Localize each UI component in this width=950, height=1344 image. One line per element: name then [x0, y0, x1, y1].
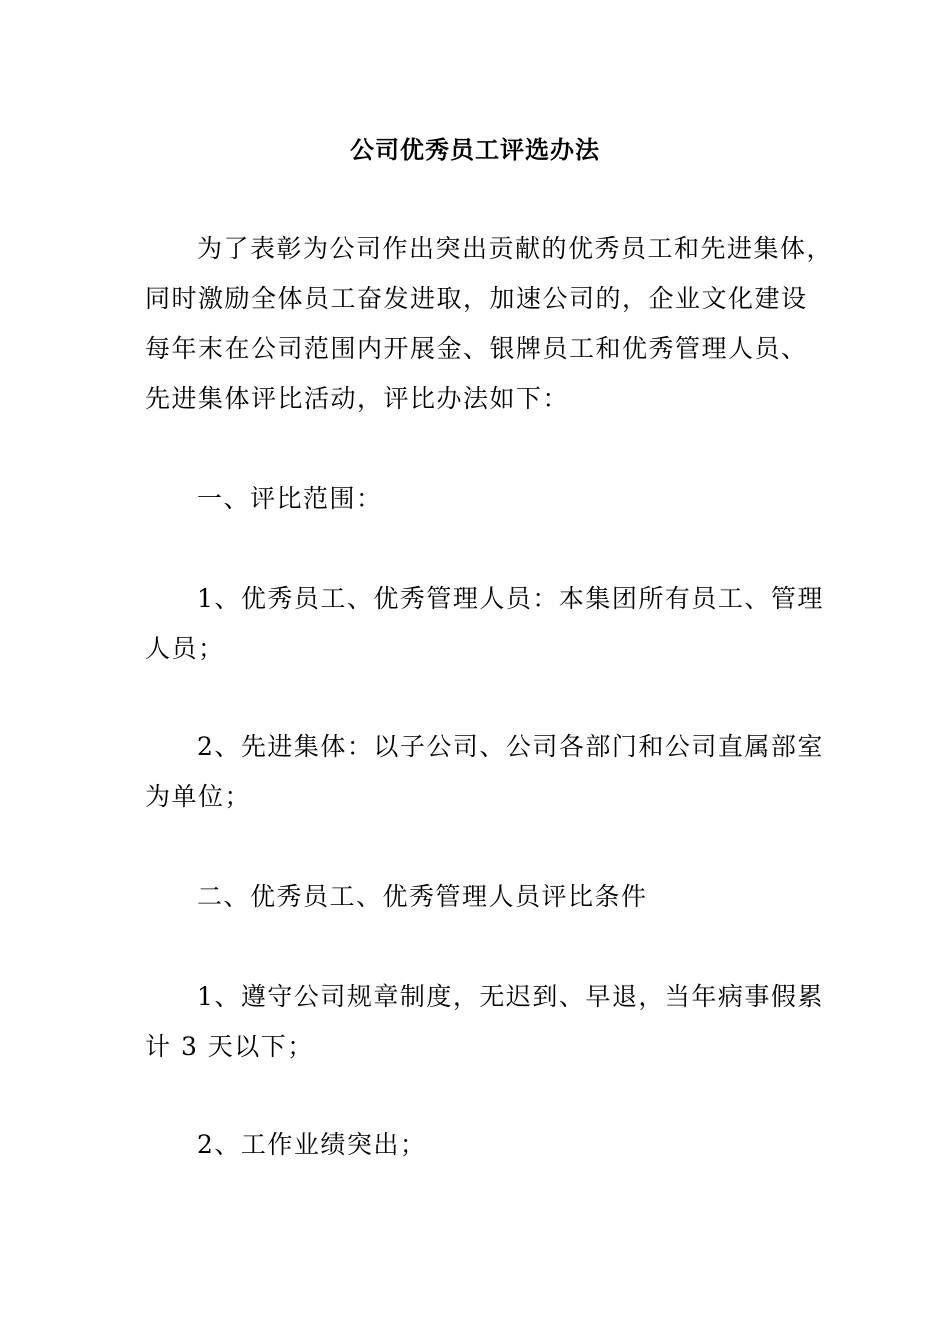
- section2-item1-line: 1、遵守公司规章制度，无迟到、早退，当年病事假累: [197, 982, 824, 1011]
- section2-item1: [145, 972, 824, 1072]
- section1-item1-line: 1、优秀员工、优秀管理人员：本集团所有员工、管理: [197, 584, 824, 613]
- section1-item2: [145, 722, 824, 822]
- intro-line: 为了表彰为公司作出突出贡献的优秀员工和先进集体，: [197, 234, 834, 263]
- section1-heading: 一、评比范围：: [197, 484, 383, 513]
- document-title: 公司优秀员工评选办法: [350, 135, 600, 164]
- section1-heading-paragraph: [145, 474, 815, 524]
- intro-line: 同时激励全体员工奋发进取，加速公司的，企业文化建设: [145, 284, 808, 313]
- intro-line: 先进集体评比活动，评比办法如下：: [145, 384, 570, 413]
- section2-heading: 二、优秀员工、优秀管理人员评比条件: [197, 882, 648, 911]
- intro-line: 每年末在公司范围内开展金、银牌员工和优秀管理人员、: [145, 334, 808, 363]
- section2-item2-line: 2、工作业绩突出；: [197, 1130, 427, 1159]
- section1-item1: [145, 574, 824, 674]
- section1-item2-line: 2、先进集体：以子公司、公司各部门和公司直属部室: [197, 732, 824, 761]
- section2-item2: [145, 1120, 815, 1170]
- intro-paragraph: [145, 224, 834, 424]
- section2-item1-line: 计 3 天以下；: [145, 1032, 314, 1061]
- section1-item1-line: 人员；: [145, 634, 225, 663]
- section1-item2-line: 为单位；: [145, 782, 252, 811]
- section2-heading-paragraph: [145, 872, 815, 922]
